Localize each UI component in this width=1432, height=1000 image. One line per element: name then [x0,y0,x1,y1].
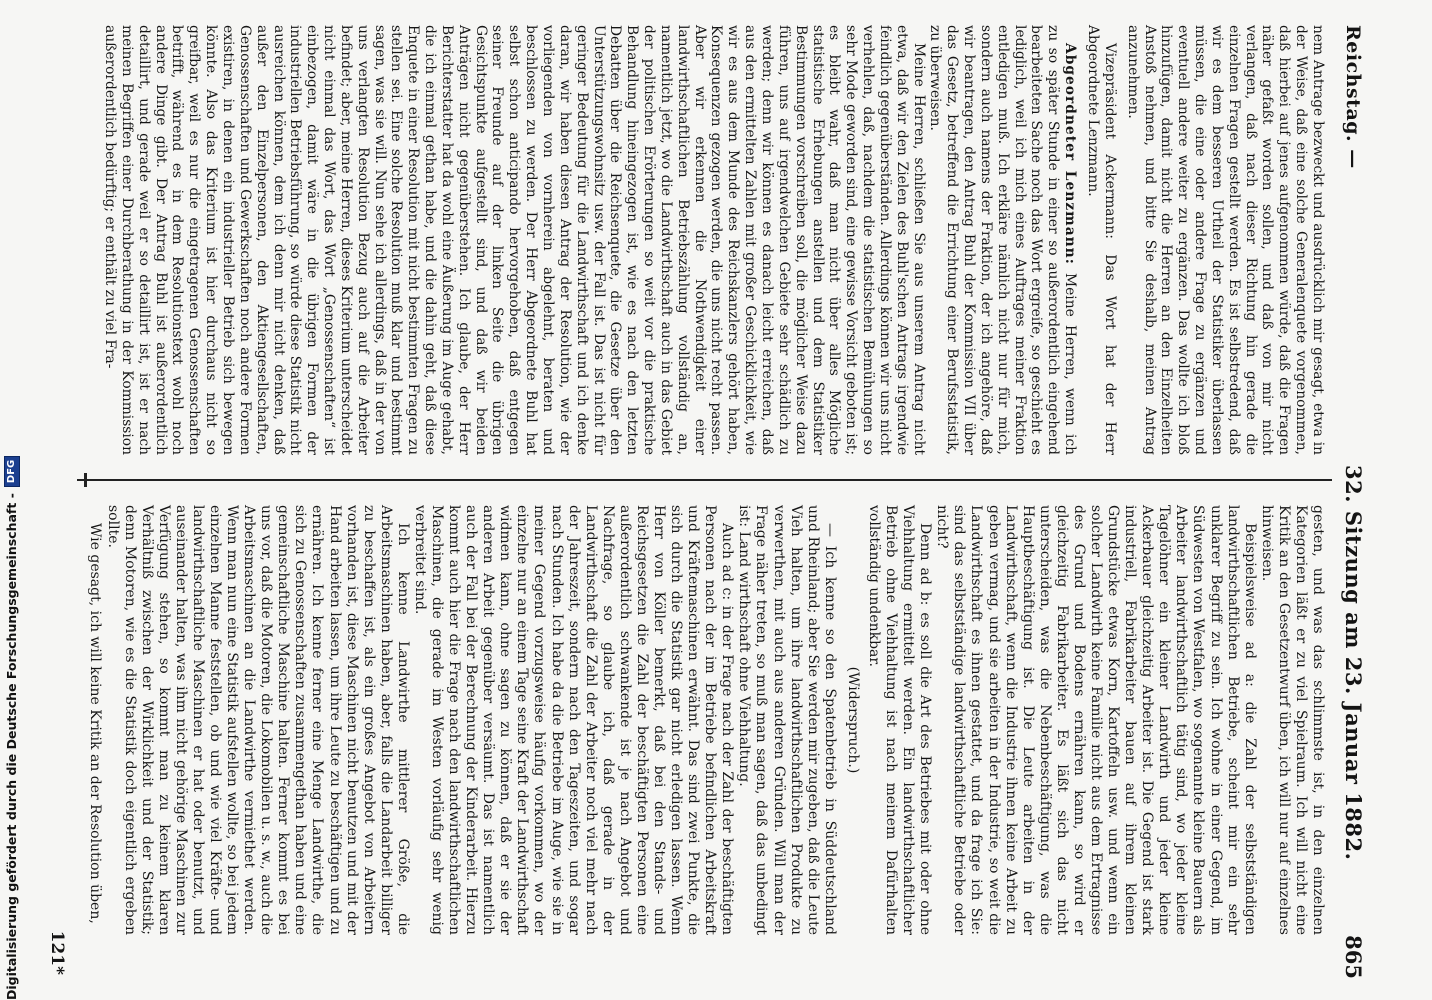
text-column-left [101,25,1326,455]
dfg-logo-icon: DFG [4,456,20,487]
presiding-statement: Vizepräsident Ackermann: Das Wort hat der Herr Abgeordnete Lenzmann. [1085,25,1118,455]
speech-text: Meine Herren, wenn ich zu so später Stunde in einer so außerordentlich eingehend bearbeiteten Sache noch das Wort ergreife, so geschieht es lediglich, weil ich mich eines Auftrages meiner Fraktion entledigen muß. Ich erkläre nämlich nicht nur für mich, sondern auch namens der Fraktion, der ich angehöre, daß wir beantragen, den Antrag Buhl der Kommission VII über das Gesetz, betreffend die Errichtung einer Berufsstatistik, zu überweisen. [927,25,1079,455]
column-divider [77,479,1332,481]
paragraph: gesten, und was das schlimmste ist, in den einzelnen Kategorien läßt er zu viel Spielraum. Ich will nicht eine Kritik an den Gesetzentwurf üben, ich will nur auf einzelnes hinweisen. [1258,505,1326,935]
digitization-credit [2,30,22,1000]
paragraph: Beispielsweise ad a: die Zahl der selbstständigen landwirthschaftlichen Betriebe, scheint mir ein sehr unklarer Begriff zu sein. Ich wohne in einer Gegend, im Südwesten von Westfalen, wo sogenannte kleine Bauern als Arbeiter landwirthschaftlich tätig sind, wo jeder kleine Tagelöhner ein kleiner Landwirth und jeder kleine Ackerbauer gleichzeitig Arbeiter ist. Die Gegend ist stark industriell, Fabrikarbeiter bauen auf ihrem kleinen Grundstücke etwas Korn, Kartoffeln usw. und wenn ein solcher Landwirth keine Familie nicht aus dem Ertragnisse des Grund und Bodens ernähren kann, so wird er gleichzeitig Fabrikarbeiter. Es läßt sich das nicht unterscheiden, was die Nebenbeschäftigung, was die Hauptbeschäftigung ist. Die Leute arbeiten in der Landwirthschaft, wenn die Industrie ihnen keine Arbeit zu geben vermag, und sie arbeiten in der Industrie, so weit die Landwirthschaft es ihnen gestattet, und da frage ich Sie: sind das selbstständige landwirthschaftliche Betriebe oder nicht? [934,505,1258,935]
page-header [1332,25,1372,985]
paragraph: Ich kenne Landwirthe mittlerer Größe, die Arbeitsmaschinen haben, aber, falls die Landarbeit billiger zu beschaffen ist, als ein großes Angebot von Arbeitern vorhanden ist, diese Maschinen nicht benutzen und mit der Hand arbeiten lassen, um ihre Leute zu beschäftigen und zu ernähren. Ich kenne ferner eine Menge Landwirthe, die sich zu Genossenschaften zusammengethan haben und eine gemeinschaftliche Maschine halten. Ferner kommt es bei uns vor, daß die Motoren, die Lokomobilen u. s. w., auch die Arbeitsmaschinen an die Landwirthe vermiethet werden. Wenn man nun eine Statistik aufstellen wollte, so bei jedem einzelnen Manne feststellen, ob und wie viel Kräfte- und landwirthschaftliche Maschinen er hat oder benutzt, und auseinander halten, was ihm nicht gehörige Maschinen zur Verfügung stehen, so kommt man zu keinem klaren Verhältniß zwischen der Wirklichkeit und der Statistik; denn Motoren, wie es die Statistik doch eigentlich ergeben sollte. [104,505,411,935]
paragraph: Wie gesagt, ich will keine Kritik an der Resolution üben, [87,523,104,924]
credit-line [2,40,22,1000]
credit-text: Digitalisierung gefördert durch die Deutsche Forschungsgemeinschaft - [4,493,19,1000]
paragraph: Denn ad b: es soll die Art des Betriebes mit oder ohne Viehhaltung ermittelt werden. Ein landwirthschaftlicher Betrieb ohne Viehhaltung ist nach meinem Dafürhalten vollständig undenkbar. [865,505,934,935]
newspaper-page [32,25,1372,985]
footer-page-mark: 121* [47,930,67,975]
speaker-name: Abgeordneter Lenzmann: [1062,43,1079,265]
paragraph: Auch ad c: in der Frage nach der Zahl der beschäftigten Personen nach der im Betriebe befindlichen Arbeitskraft und Kräftemaschinen erwähnt. Das sind zwei Punkte, die sich durch die Statistik gar nicht erledigen lassen. Wenn Herr von Köller bemerkt, daß bei den Stands- und Reichsgesetzen die Zahl der beschäftigten Personen eine außerordentlich schwankende ist je nach Angebot und Nachfrage, so glaube ich, daß gerade in der Landwirthschaft die Zahl der Arbeiter noch viel mehr nach der Jahreszeit, sondern nach den Tageszeiten, und sogar nach Stunden. Ich habe da die Betriebe im Auge, wie sie in meiner Gegend vorzugsweise häufig vorkommen, wo der einzelne nur an einem Tage seine Kraft der Landwirthschaft widmen kann, ohne sagen zu können, daß er sie der anderen Arbeit gegenüber versäumt. Das ist namentlich auch der Fall bei der Berechnung der Kinderarbeit. Hierzu kommt auch hier die Frage nach den landwirthschaftlichen Maschinen, die gerade im Westen vorläufig sehr wenig verbreitet sind. [411,505,736,935]
header-page-number: 865 [1341,935,1366,979]
text-column-right [86,505,1326,935]
paragraph: Meine Herren, schließen Sie aus unserem Antrag nicht etwa, daß wir den Zielen des Buhl'schen Antrags irgendwie feindlich gegenüberständen. Allerdings können wir uns nicht verhehlen, daß, nachdem die statistischen Bemühungen so sehr Mode geworden sind, eine gewisse Vorsicht geboten ist; es bleibt wahr, daß man nicht über alles Mögliche statistische Erhebungen anstellen und dem Statistiker Bestimmungen vorschreiben soll, die möglicher Weise dazu führen, uns auf irgendwelchen Gebiete sehr schädlich zu werden; denn wir können es danach leicht erreichen, daß aus den ermittelten Zahlen mit großer Geschicklichkeit, wie wir es aus dem Munde des Reichskanzlers gehört haben, Konsequenzen gezogen werden, die uns nicht recht passen. Aber wir erkennen die Nothwendigkeit einer landwirthschaftlichen Betriebszählung vollständig an, namentlich jetzt, wo die Landwirthschaft auch in das Gebiet der politischen Erörterungen so weit vor die praktische Behandlung hineingezogen ist, wie es nach den letzten Debatten über die Reichsenquete, die Gesetze über den Unterstützungswohnsitz usw. der Fall ist. Das ist nicht für geringer Bedeutung für die Landwirthschaft und ich denke daran, wir haben diesen Antrag der Resolution, wie der vorliegenden von vornherein abgelehnt, beraten und beschlossen zu werden. Der Herr Abgeordnete Buhl hat selbst schon anticipando hervorgehoben, daß entgegen seiner Freunde auf der linken Seite die übrigen Gesichtspunkte aufgestellt sind, und daß wir beiden Anträgen nicht gegenüberstehen. Ich glaube, der Herr Berichterstatter hat da wohl eine Äußerung im Auge gehabt, die ich einmal gethan habe, und die dahin geht, daß diese Enquete in einer Resolution mit nicht bestimmten Fragen zu stellen sei. Eine solche Resolution muß klar und bestimmt sagen, was sie will. Nun sehe ich allerdings, daß in der von uns verlangten Resolution Bezug auch auf die Arbeiter befindet; aber, meine Herren, dieses Kriterium unterscheidet nicht einmal das Wort, das Wort „Genossenschaften“ ist einbezogen, damit wäre in die übrigen Formen der industriellen Betriebsführung, so würde diese Statistik nicht ausreichen können, dem ich denn mir nicht denken, daß außer den Einzelpersonen, den Aktiengesellschaften, Genossenschaften und Gewerkschaften noch andere Formen existiren, in denen ein industrieller Betrieb sich bewegen könnte. Also das Kriterium ist hier durchaus nicht so greifbar, weil es nur die eingetragenen Genossenschaften betrifft, während es in dem Resolutionstext wohl noch andere Dinge gibt. Der Antrag Buhl ist außerordentlich detaillirt, und gerade weil er so detaillirt ist, ist er nach meinen Begriffen einer Durchberathung in der Kommission außerordentlich bedürftig; er enthält zu viel Fra- [102,25,927,455]
header-session-date: 32. Sitzung am 23. Januar 1882. [1341,465,1366,861]
column-divider-mark [84,473,87,487]
header-publication: Reichstag. — [1342,25,1364,169]
interjection: (Widerspruch.) [844,666,861,774]
paragraph: nem Antrage bezweckt und ausdrücklich mir gesagt, etwa in der Weise, daß eine solche Generalenquete vorgenommen, daß hierbei auf jenes aufgenommen würde, daß die Fragen näher gefaßt worden sollen, und daß von mir nicht verlangen, daß nach dieser Richtung hin gerade die einzelnen Fragen gestellt werden. Es ist selbstredend, daß wir es dem besseren Urtheil der Statistiker überlassen müssen, die eine oder andere Frage zu ergänzen und eventuell andere weiter zu ergänzen. Das wollte ich bloß hinzufügen, damit nicht die Herren an den Einzelheiten Anstoß nehmen, und bitte Sie deshalb, meinen Antrag anzunehmen. [1124,25,1326,455]
speech-paragraph [927,25,1079,455]
paragraph: — Ich kenne so den Spatenbetrieb in Süddeutschland und Rheinland; aber Sie werden mir zugeben, daß die Leute Vieh halten, um ihre landwirthschaftlichen Produkte zu verwerthen, mit auch aus anderen Gründen. Will man der Frage näher treten, so muß man sagen, daß das unbedingt ist: Land wirthschaft ohne Viehhaltung. [736,505,838,935]
